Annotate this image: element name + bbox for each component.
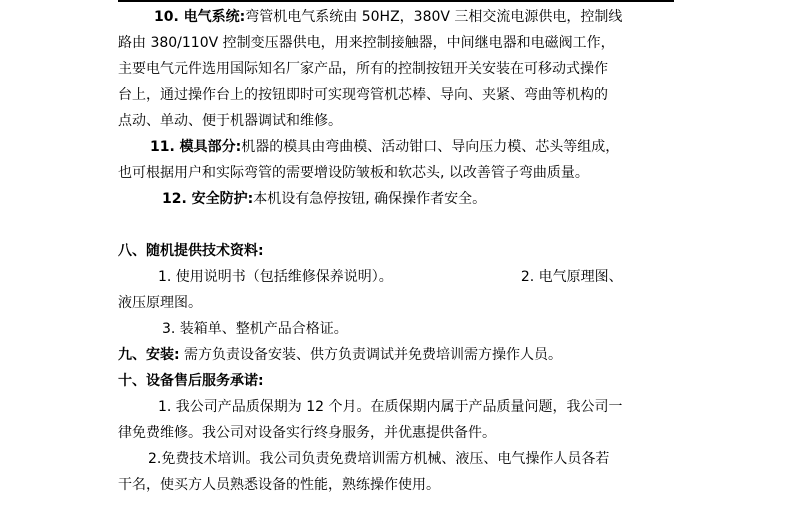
para-12-line-1 [118,186,678,212]
section-8-item-1 [118,264,678,290]
top-rule [118,0,674,2]
section-9-line [118,342,678,368]
section-8-item-3: 3. 装箱单、整机产品合格证。 [162,321,348,337]
section-8-item-1-text: 1. 使用说明书（包括维修保养说明）。 [158,269,393,285]
para-11-line-1 [118,134,678,160]
section-10-item-2-cont: 干名，使买方人员熟悉设备的性能，熟练操作使用。 [118,477,440,493]
section-8-heading: 八、随机提供技术资料: [118,243,264,259]
para-10-line-4: 台上，通过操作台上的按钮即时可实现弯管机芯棒、导向、夹紧、弯曲等机构的 [118,87,608,103]
document-body [118,4,678,498]
para-10-line-1 [118,4,678,30]
blank-line [118,212,678,238]
section-10-item-1: 1. 我公司产品质保期为 12 个月。在质保期内属于产品质量问题，我公司一 [158,399,623,415]
para-12-text: 本机设有急停按钮, 确保操作者安全。 [253,191,487,207]
para-10-text: 弯管机电气系统由 50HZ，380V 三相交流电源供电，控制线 [245,9,623,25]
section-8-item-2-text: 2. 电气原理图、 [520,269,623,285]
section-10-heading: 十、设备售后服务承诺: [118,373,264,389]
para-11-heading: 11. 模具部分: [150,139,242,155]
section-10-item-2: 2.免费技术培训。我公司负责免费培训需方机械、液压、电气操作人员各若 [148,451,610,467]
para-10-line-3: 主要电气元件选用国际知名厂家产品，所有的控制按钮开关安装在可移动式操作 [118,61,608,77]
section-10-item-1-cont: 律免费维修。我公司对设备实行终身服务，并优惠提供备件。 [118,425,496,441]
para-12-heading: 12. 安全防护: [162,191,254,207]
para-10-line-2: 路由 380/110V 控制变压器供电，用来控制接触器，中间继电器和电磁阀工作， [118,35,615,51]
section-9-text: 需方负责设备安装、供方负责调试并免费培训需方操作人员。 [179,347,563,363]
section-9-heading: 九、安装: [118,347,180,363]
para-11-line-2: 也可根据用户和实际弯管的需要增设防皱板和软芯头, 以改善管子弯曲质量。 [118,165,589,181]
para-10-line-5: 点动、单动、便于机器调试和维修。 [118,113,342,129]
para-11-text: 机器的模具由弯曲模、活动钳口、导向压力模、芯头等组成， [241,139,620,155]
para-10-heading: 10. 电气系统: [154,9,246,25]
section-8-item-2-cont: 液压原理图。 [118,295,202,311]
